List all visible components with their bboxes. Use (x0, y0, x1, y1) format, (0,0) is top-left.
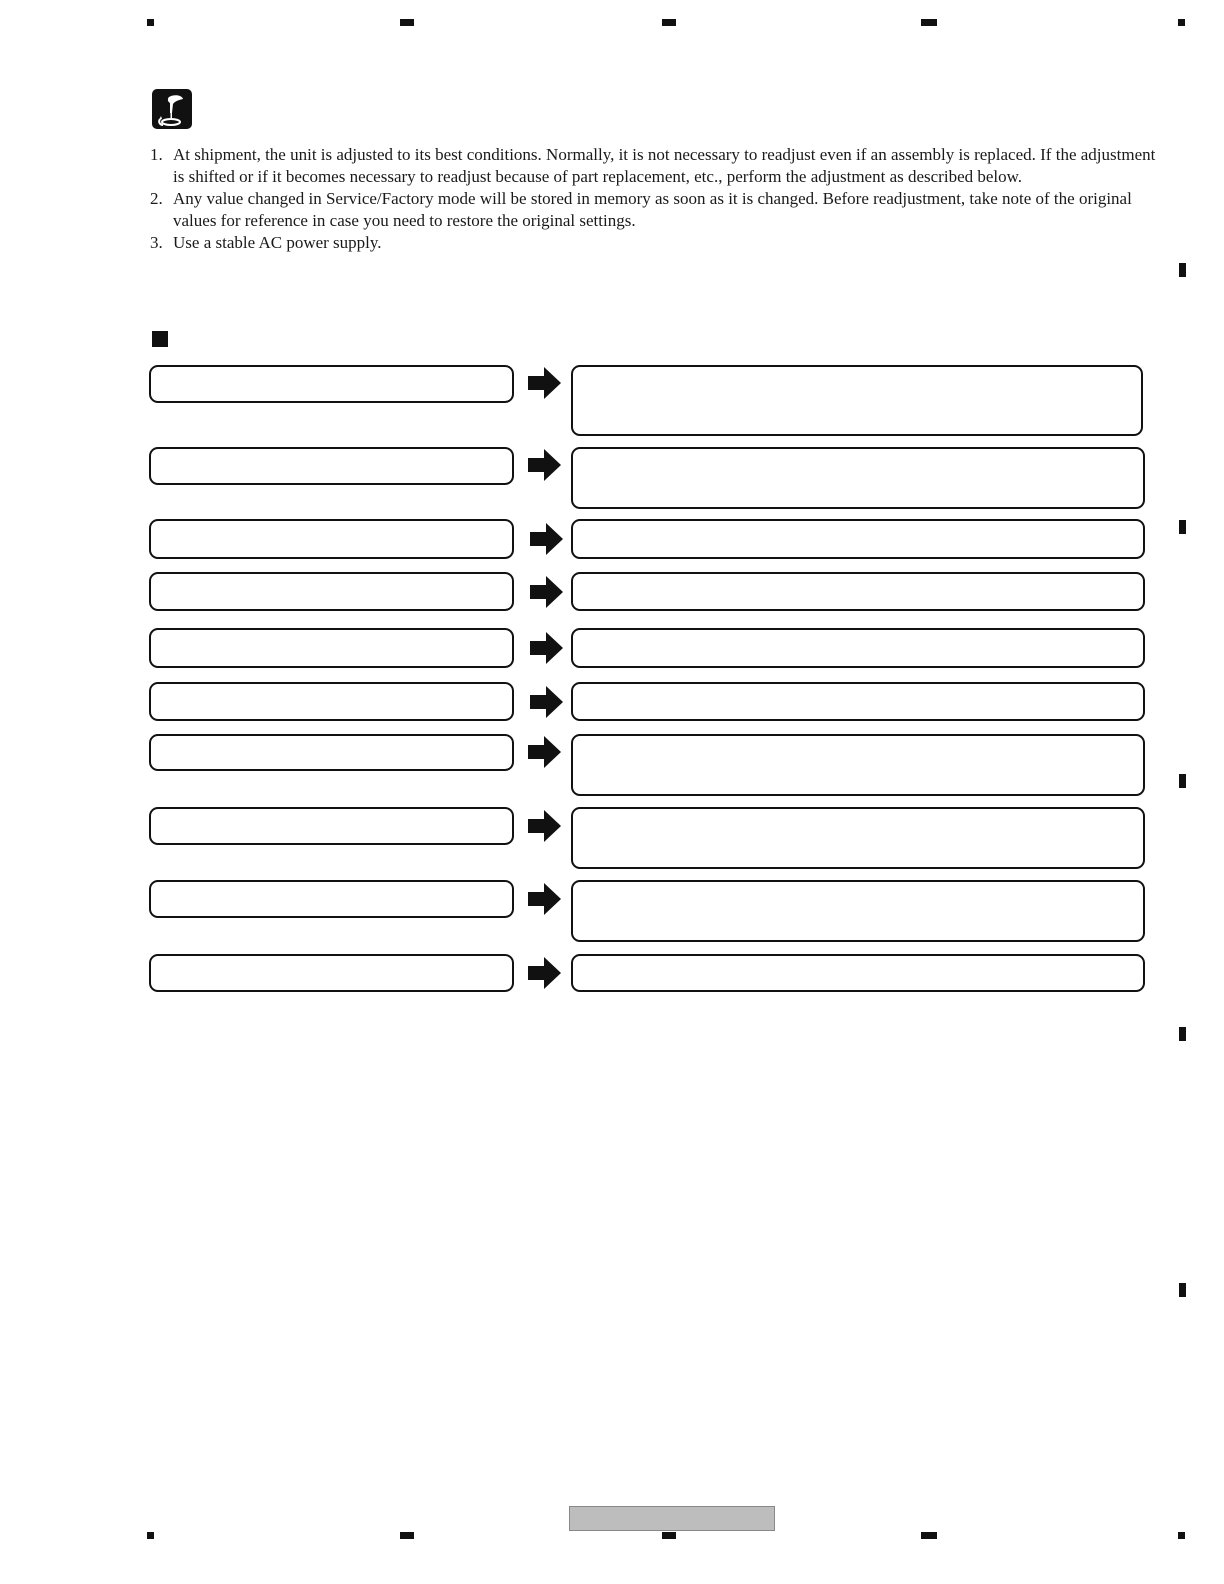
flow-step-left (149, 682, 514, 721)
right-arrow-icon (526, 882, 562, 916)
flow-step-left (149, 447, 514, 485)
flow-step-right (571, 807, 1145, 869)
flow-step-left (149, 880, 514, 918)
flow-step-left (149, 365, 514, 403)
flow-step-left (149, 954, 514, 992)
flow-step-left (149, 734, 514, 771)
flow-step-right (571, 954, 1145, 992)
right-arrow-icon (526, 448, 562, 482)
note-number: 2. (150, 189, 163, 208)
flow-step-right (571, 880, 1145, 942)
flow-step-left (149, 519, 514, 559)
note-text: Use a stable AC power supply. (173, 233, 382, 252)
flow-step-left (149, 807, 514, 845)
right-arrow-icon (528, 685, 564, 719)
flow-step-right (571, 365, 1143, 436)
right-arrow-icon (528, 522, 564, 556)
right-arrow-icon (526, 809, 562, 843)
flow-step-left (149, 572, 514, 611)
right-arrow-icon (526, 735, 562, 769)
page-footer-bar (569, 1506, 775, 1531)
note-text: Any value changed in Service/Factory mode will be stored in memory as soon as it is changed. Before readjustment, take note of the original values for reference in case you need to restore the original settings. (173, 189, 1132, 230)
flow-step-right (571, 519, 1145, 559)
note-text: At shipment, the unit is adjusted to its best conditions. Normally, it is not necessary to readjust even if an assembly is replaced. If the adjustment is shifted or if it becomes necessary to readjust because of part replacement, etc., perform the adjustment as described below. (173, 145, 1156, 186)
flow-step-left (149, 628, 514, 668)
flow-step-right (571, 628, 1145, 668)
right-arrow-icon (526, 366, 562, 400)
flow-step-right (571, 682, 1145, 721)
right-arrow-icon (526, 956, 562, 990)
flow-step-right (571, 572, 1145, 611)
note-number: 3. (150, 233, 163, 252)
note-number: 1. (150, 145, 163, 164)
right-arrow-icon (528, 631, 564, 665)
flow-step-right (571, 447, 1145, 509)
right-arrow-icon (528, 575, 564, 609)
flow-step-right (571, 734, 1145, 796)
